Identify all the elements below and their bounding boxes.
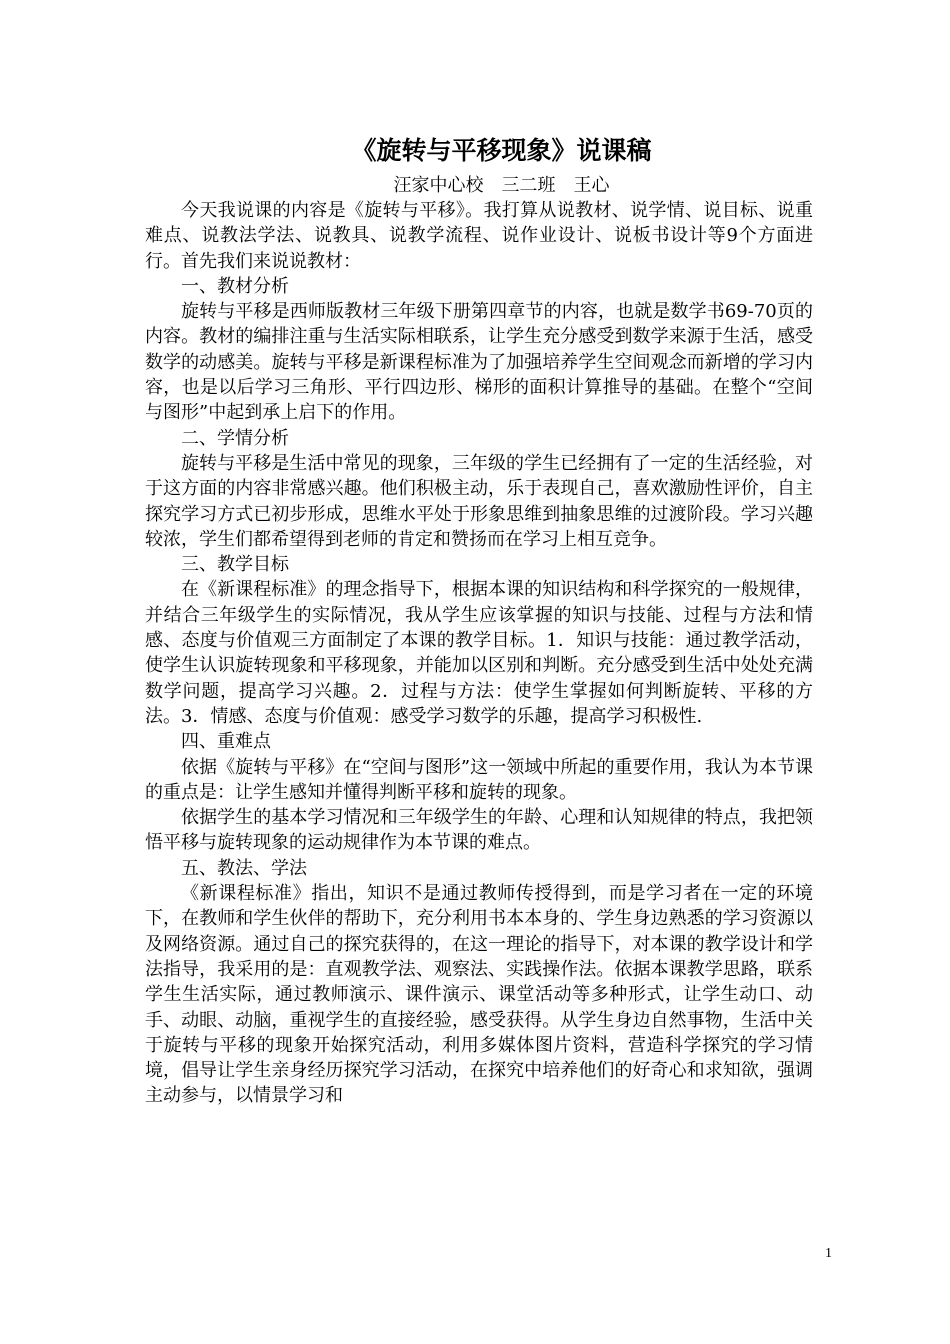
page-content xyxy=(145,134,813,1109)
section-student-analysis xyxy=(145,426,813,552)
document-title: 《旋转与平移现象》说课稿 xyxy=(351,136,652,165)
section-key-points xyxy=(145,729,813,855)
section-heading: 三、教学目标 xyxy=(181,554,289,576)
section-heading: 一、教材分析 xyxy=(181,275,289,297)
section-paragraph: 《新课程标准》指出，知识不是通过教师传授得到，而是学习者在一定的环境下，在教师和学生伙伴的帮助下，充分利用书本本身的、学生身边熟悉的学习资源以及网络资源。通过自己的探究获得的，在这一理论的指导下，对本课的教学设计和学法指导，我采用的是：直观教学法、观察法、实践操作法。依据本课教学思路，联系学生生活实际，通过教师演示、课件演示、课堂活动等多种形式，让学生动口、动手、动眼、动脑，重视学生的直接经验，感受获得。从学生身边自然事物，生活中关于旋转与平移的现象开始探究活动，利用多媒体图片资料，营造科学探究的学习情境，倡导让学生亲身经历探究学习活动，在探究中培养他们的好奇心和求知欲，强调主动参与，以情景学习和 xyxy=(145,883,813,1107)
section-textbook-analysis xyxy=(145,274,813,426)
page-number: 1 xyxy=(825,1246,832,1261)
section-paragraph: 旋转与平移是西师版教材三年级下册第四章节的内容，也就是数学书69-70页的内容。教材的编排注重与生活实际相联系，让学生充分感受到数学来源于生活，感受数学的动感美。旋转与平移是新课程标准为了加强培养学生空间观念而新增的学习内容，也是以后学习三角形、平行四边形、梯形的面积计算推导的基础。在整个“空间与图形”中起到承上启下的作用。 xyxy=(145,301,813,424)
section-teaching-goals xyxy=(145,552,813,729)
section-teaching-methods xyxy=(145,856,813,1109)
section-paragraph: 旋转与平移是生活中常见的现象，三年级的学生已经拥有了一定的生活经验，对于这方面的内容非常感兴趣。他们积极主动，乐于表现自己，喜欢激励性评价，自主探究学习方式已初步形成，思维水平处于形象思维到抽象思维的过渡阶段。学习兴趣较浓，学生们都希望得到老师的肯定和赞扬而在学习上相互竞争。 xyxy=(145,452,813,550)
section-heading: 五、教法、学法 xyxy=(181,857,307,879)
section-heading: 二、学情分析 xyxy=(181,427,289,449)
section-paragraph: 在《新课程标准》的理念指导下，根据本课的知识结构和科学探究的一般规律，并结合三年级学生的实际情况，我从学生应该掌握的知识与技能、过程与方法和情感、态度与价值观三方面制定了本课的教学目标。1．知识与技能：通过教学活动，使学生认识旋转现象和平移现象，并能加以区别和判断。充分感受到生活中处处充满数学问题，提高学习兴趣。2．过程与方法：使学生掌握如何判断旋转、平移的方法。3．情感、态度与价值观：感受学习数学的乐趣，提高学习积极性. xyxy=(145,579,813,727)
author-byline: 汪家中心校 三二班 王心 xyxy=(393,175,610,196)
section-paragraph: 依据《旋转与平移》在“空间与图形”这一领域中所起的重要作用，我认为本节课的重点是：让学生感知并懂得判断平移和旋转的现象。 xyxy=(145,756,813,803)
section-paragraph: 依据学生的基本学习情况和三年级学生的年龄、心理和认知规律的特点，我把领悟平移与旋转现象的运动规律作为本节课的难点。 xyxy=(145,807,813,854)
section-heading: 四、重难点 xyxy=(181,731,271,753)
intro-paragraph: 今天我说课的内容是《旋转与平移》。我打算从说教材、说学情、说目标、说重难点、说教法学法、说教具、说教学流程、说作业设计、说板书设计等9个方面进行。首先我们来说说教材： xyxy=(145,200,813,272)
